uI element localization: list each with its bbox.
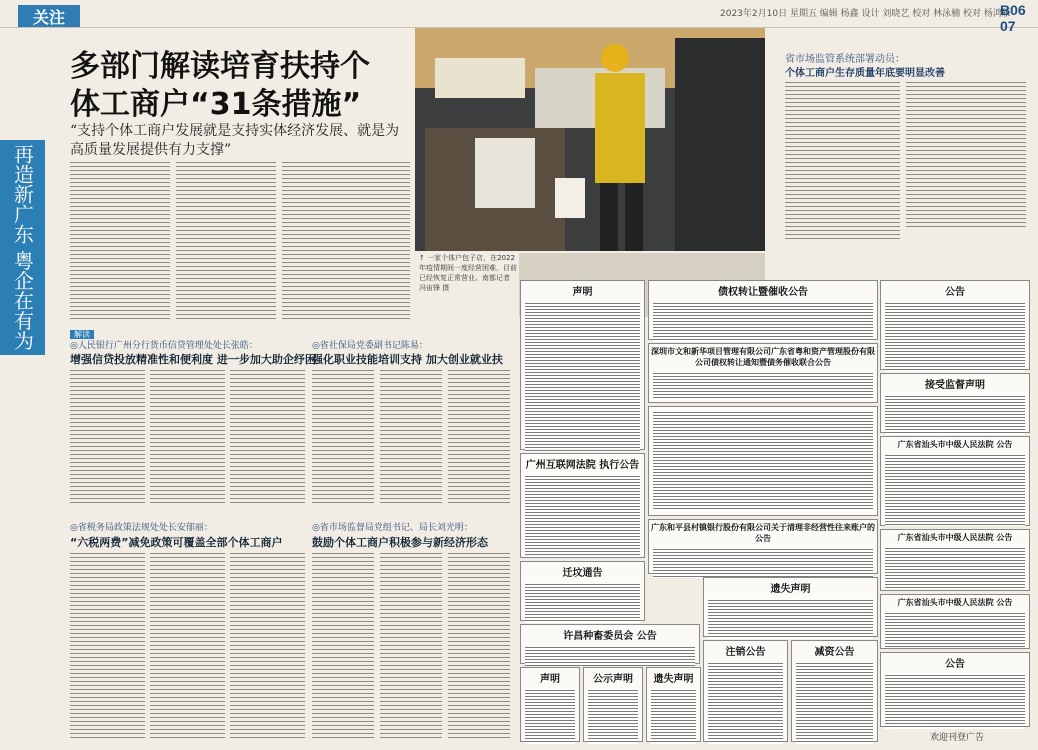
notice-title: 减资公告 <box>814 647 855 658</box>
section-d-kicker: ◎省市场监督局党组书记、局长刘光明： <box>312 523 473 533</box>
section-c-col-2 <box>150 551 225 741</box>
notice-box <box>880 529 1030 591</box>
notice-box <box>880 280 1030 370</box>
notice-title: 注销公告 <box>725 647 766 658</box>
page-number: B06 07 <box>1000 2 1026 34</box>
notice-title: 广东省汕头市中级人民法院 公告 <box>897 440 1013 449</box>
notice-box <box>520 667 580 742</box>
section-b-col-1 <box>312 368 374 503</box>
section-b-title: 强化职业技能培训支持 加大创业就业扶 <box>312 353 503 366</box>
notice-box <box>583 667 643 742</box>
notice-title: 广东和平县村镇银行股份有限公司关于清理非经营性往来账户的公告 <box>651 523 875 543</box>
notice-body <box>653 411 873 511</box>
notice-body <box>885 454 1025 526</box>
section-a-col-3 <box>230 368 305 503</box>
notice-box <box>648 519 878 574</box>
notice-box <box>703 640 788 742</box>
notice-box <box>703 577 878 637</box>
notice-title: 广东省汕头市中级人民法院 公告 <box>897 598 1013 607</box>
notice-title: 深圳市文和新华项目管理有限公司广东省粤和资产管理股份有限公司债权转让通知暨债务催收联合公告 <box>651 347 875 367</box>
section-b-col-2 <box>380 368 442 503</box>
notice-box <box>648 280 878 340</box>
notice-box <box>520 561 645 621</box>
body-column-1 <box>70 160 170 320</box>
notice-box <box>648 343 878 403</box>
notice-body <box>653 302 873 342</box>
notice-box <box>648 406 878 516</box>
notice-body <box>653 548 873 578</box>
notice-title: 声明 <box>572 287 593 298</box>
notice-body <box>885 395 1025 435</box>
right-story-kicker: 省市场监管系统部署动员： <box>785 54 905 65</box>
section-a-tag: 解读 <box>70 330 94 339</box>
section-b-col-3 <box>448 368 510 503</box>
ad-footer-text: 欢迎刊登广告 <box>930 733 985 743</box>
notice-body <box>525 302 640 452</box>
side-banner: 再造新广东 粤企在有为 <box>0 140 45 355</box>
section-d-col-1 <box>312 551 374 741</box>
notice-box <box>880 436 1030 526</box>
section-a-col-2 <box>150 368 225 503</box>
notice-box <box>880 373 1030 433</box>
photo-illustration <box>415 28 765 251</box>
notice-body <box>708 599 873 639</box>
section-a-kicker: ◎人民银行广州分行货币信贷管理处处长张皓： <box>70 341 258 351</box>
notice-title: 公告 <box>945 287 965 298</box>
headline: 多部门解读培育扶持个体工商户“31条措施” <box>70 49 370 122</box>
notice-title: 遗失声明 <box>653 674 694 685</box>
section-a-col-1 <box>70 368 145 503</box>
notice-box <box>520 624 700 664</box>
notice-title: 债权转让暨催收公告 <box>718 287 808 298</box>
notice-box <box>520 280 645 450</box>
notice-body <box>525 689 575 744</box>
notice-title: 公示声明 <box>593 674 633 685</box>
notice-body <box>588 689 638 744</box>
notice-body <box>708 662 783 744</box>
section-c-title: “六税两费”减免政策可覆盖全部个体工商户 <box>70 536 283 549</box>
section-b-kicker: ◎省社保局党委副书记陈易： <box>312 341 428 351</box>
notice-box <box>791 640 878 742</box>
photo-caption: ↑ 一家个体户包子店，在2022年疫情期间一度经营困难，目前已经恢复正常营业。南都记者 冯宙锋 摄 <box>419 254 517 292</box>
notice-body <box>653 372 873 400</box>
notice-box <box>646 667 701 742</box>
notice-title: 接受监督声明 <box>925 380 985 391</box>
notice-title: 声明 <box>540 674 560 685</box>
notice-box <box>520 453 645 558</box>
notice-body <box>651 689 696 744</box>
notice-body <box>525 475 640 557</box>
body-column-3 <box>282 160 410 320</box>
notice-title: 迁坟通告 <box>562 568 603 579</box>
notice-body <box>796 662 873 744</box>
notice-box <box>880 594 1030 649</box>
section-c-col-1 <box>70 551 145 741</box>
notice-body <box>525 583 640 623</box>
right-story-col-1 <box>785 80 900 240</box>
notice-body <box>885 674 1025 729</box>
section-d-title: 鼓励个体工商户积极参与新经济形态 <box>312 536 488 549</box>
section-divider <box>70 322 510 339</box>
right-story-title: 个体工商户生存质量年底要明显改善 <box>785 68 945 79</box>
subheadline: “支持个体工商户发展就是支持实体经济发展、就是为高质量发展提供有力支撑” <box>70 123 400 158</box>
section-d-col-2 <box>380 551 442 741</box>
notice-body <box>885 547 1025 589</box>
notice-title: 广州互联网法院 执行公告 <box>525 460 640 471</box>
body-column-2 <box>176 160 276 320</box>
notice-body <box>885 302 1025 372</box>
section-c-col-3 <box>230 551 305 741</box>
section-tag: 关注 <box>18 5 80 27</box>
section-d-col-3 <box>448 551 510 741</box>
notice-body <box>525 646 695 666</box>
notice-title: 许昌种畜委员会 公告 <box>563 631 657 642</box>
right-story-col-2 <box>906 80 1026 230</box>
notice-box <box>880 652 1030 727</box>
notice-title: 公告 <box>945 659 965 670</box>
news-photo <box>415 28 765 251</box>
section-c-kicker: ◎省税务局政策法规处处长安郁丽： <box>70 523 213 533</box>
notice-title: 遗失声明 <box>770 584 811 595</box>
section-a-title: 增强信贷投放精准性和便利度 进一步加大助企纾困 <box>70 353 316 366</box>
dateline: 2023年2月10日 星期五 编辑 杨鑫 设计 刘晓艺 校对 林泳楠 校对 杨鸿雁 <box>720 9 1011 19</box>
notice-body <box>885 612 1025 647</box>
notice-title: 广东省汕头市中级人民法院 公告 <box>897 533 1013 542</box>
